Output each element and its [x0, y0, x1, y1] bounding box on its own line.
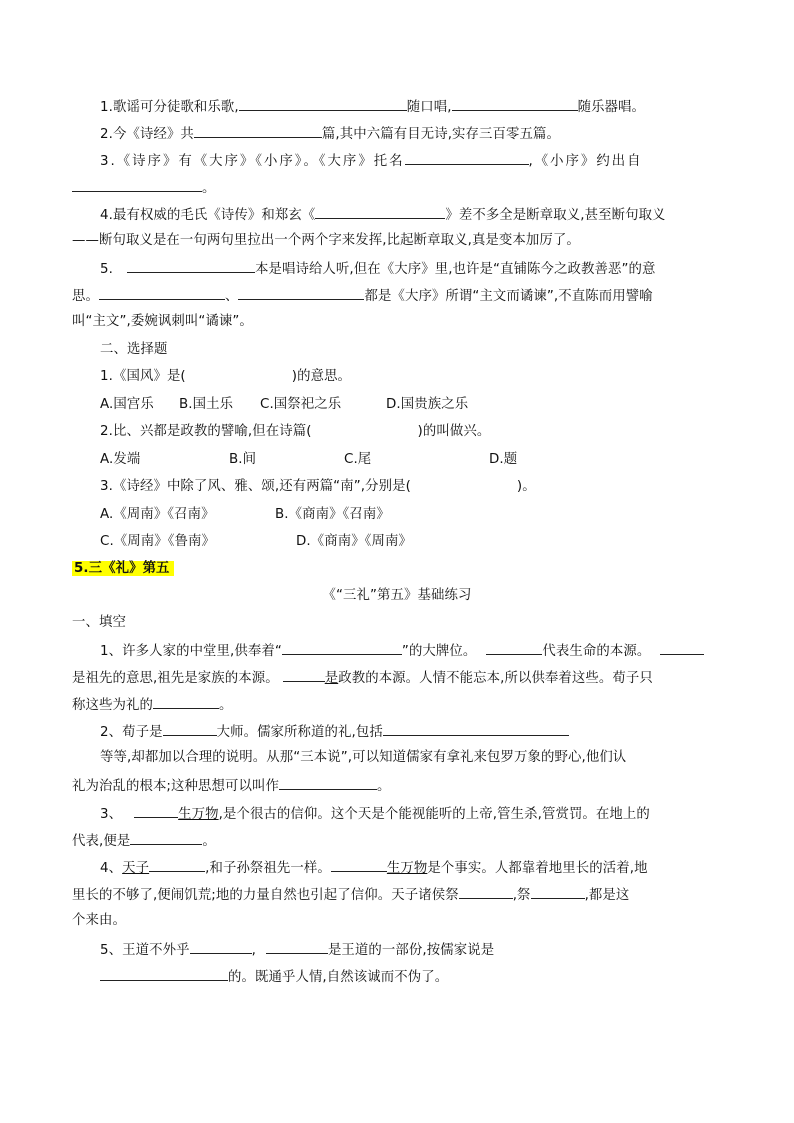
text: 的。既通乎人情,自然该诚而不伪了。: [228, 970, 449, 985]
text: 5、王道不外乎: [100, 943, 190, 958]
question-1-4-cont: [72, 232, 580, 250]
s5-question-5: [100, 940, 494, 960]
text: 大师。儒家所称道的礼,包括: [216, 725, 383, 740]
choice-question-2: [100, 423, 490, 441]
text: 》差不多全是断章取义,甚至断句取义: [445, 208, 666, 223]
answer-blank[interactable]: [99, 286, 225, 300]
answer-blank[interactable]: [153, 695, 219, 709]
text: ,和子孙祭祖先一样。: [205, 861, 331, 876]
answer-blank[interactable]: [149, 858, 205, 872]
text: 。: [218, 698, 233, 713]
answer-blank[interactable]: [134, 804, 178, 818]
choice-question-1: [100, 368, 351, 386]
exercise-subtitle: 《“三礼”第五》基础练习: [322, 588, 472, 603]
text: 是: [324, 671, 339, 686]
text: 1.《国风》是(: [100, 369, 186, 384]
text: 3、: [100, 807, 123, 822]
text: ,都是这: [584, 888, 630, 903]
s5-question-3: [100, 804, 650, 824]
s5-question-2: [100, 722, 569, 742]
text: 个来由。: [72, 913, 126, 928]
answer-blank[interactable]: [486, 641, 542, 655]
option-a[interactable]: A.国宫乐: [100, 397, 154, 412]
highlighted-heading: 5.三《礼》第五: [72, 561, 174, 576]
text: 是个事实。人都靠着地里长的活着,地: [427, 861, 648, 876]
answer-blank[interactable]: [405, 151, 529, 165]
option-b[interactable]: B.间: [229, 452, 257, 467]
option-b[interactable]: B.《商南》《召南》: [275, 507, 390, 522]
answer-blank[interactable]: [100, 967, 228, 981]
question-1-5-cont2: [72, 313, 253, 331]
text: )的叫做兴。: [417, 424, 491, 439]
option-c[interactable]: C.《周南》《鲁南》: [100, 534, 216, 549]
s5-question-1-cont: [72, 668, 653, 688]
option-a[interactable]: A.《周南》《召南》: [100, 507, 215, 522]
text: 是祖先的意思,祖先是家族的本源。: [72, 671, 279, 686]
question-1-5-cont: [72, 286, 653, 306]
text: 3.《诗经》中除了风、雅、颂,还有两篇“南”,分别是(: [100, 479, 411, 494]
text: 政教的本源。人情不能忘本,所以供奉着这些。荀子只: [338, 671, 653, 686]
question-1-3: [100, 151, 643, 171]
option-d[interactable]: D.国贵族之乐: [386, 397, 469, 412]
s5-question-3-cont: [72, 831, 216, 851]
text: 称这些为礼的: [72, 698, 153, 713]
text: 。: [202, 834, 216, 849]
text: 1、许多人家的中堂里,供奉着“: [100, 644, 282, 659]
option-d[interactable]: D.《商南》《周南》: [296, 534, 412, 549]
text: 2、荀子是: [100, 725, 163, 740]
text: 5.: [100, 262, 113, 277]
text: 礼为治乱的根本;这种思想可以叫作: [72, 779, 279, 794]
text: 2.今《诗经》共: [100, 127, 194, 142]
answer-blank[interactable]: [72, 178, 202, 192]
answer-blank[interactable]: [452, 97, 578, 111]
text: 思。: [72, 289, 99, 304]
text: 篇,其中六篇有目无诗,实存三百零五篇。: [321, 127, 560, 142]
s5-question-2-cont2: [72, 776, 390, 796]
text: 4.最有权威的毛氏《诗传》和郑玄《: [100, 208, 316, 223]
question-1-3-cont: [72, 178, 216, 198]
answer-blank[interactable]: [194, 124, 322, 138]
answer-blank[interactable]: [163, 722, 217, 736]
text: ——断句取义是在一句两句里拉出一个两个字来发挥,比起断章取义,真是变本加厉了。: [72, 233, 580, 248]
text: 都是《大序》所谓“主文而谲谏”,不直陈而用譬喻: [364, 289, 653, 304]
text: 里长的不够了,便闹饥荒;地的力量自然也引起了信仰。天子诸侯祭: [72, 888, 459, 903]
answer-blank[interactable]: [266, 940, 328, 954]
section-heading: [72, 560, 174, 578]
text: 生万物: [178, 807, 219, 822]
text: ,是个很古的信仰。这个天是个能视能听的上帝,管生杀,管赏罚。在地上的: [218, 807, 650, 822]
option-c[interactable]: C.国祭祀之乐: [260, 397, 342, 412]
s5-question-1: [100, 641, 704, 661]
text: )的意思。: [291, 369, 352, 384]
text: 、: [224, 289, 239, 304]
option-d[interactable]: D.题: [489, 452, 518, 467]
text: ,《小序》约出自: [528, 154, 643, 169]
text: ”的大牌位。: [401, 644, 477, 659]
text: 随乐器唱。: [577, 100, 646, 115]
text: 随口唱,: [406, 100, 452, 115]
answer-blank[interactable]: [283, 668, 325, 682]
answer-blank[interactable]: [282, 641, 402, 655]
s5-question-4: [100, 858, 648, 878]
s5-question-2-cont: [100, 749, 626, 767]
text: 叫“主文”,委婉讽刺叫“谲谏”。: [72, 314, 253, 329]
text: 2.比、兴都是政教的譬喻,但在诗篇(: [100, 424, 312, 439]
question-1-5: [100, 259, 656, 279]
text: 代表,便是: [72, 834, 131, 849]
answer-blank[interactable]: [315, 205, 445, 219]
answer-blank[interactable]: [238, 286, 364, 300]
text: )。: [516, 479, 536, 494]
option-c[interactable]: C.尾: [344, 452, 372, 467]
text: 。: [202, 181, 216, 196]
text: 是王道的一部份,按儒家说是: [327, 943, 495, 958]
text: 4、: [100, 861, 123, 876]
answer-blank[interactable]: [660, 641, 704, 655]
s5-question-4-cont: [72, 885, 629, 905]
answer-blank[interactable]: [279, 776, 377, 790]
answer-blank[interactable]: [383, 722, 569, 736]
question-1-4: [100, 205, 666, 225]
s5-question-5-cont: [100, 967, 448, 987]
answer-blank[interactable]: [331, 858, 387, 872]
text: ,: [251, 943, 256, 958]
answer-blank[interactable]: [531, 885, 585, 899]
text: 3.《诗序》有《大序》《小序》。《大序》托名: [100, 154, 405, 169]
question-1-2: [100, 124, 560, 144]
text: ,祭: [512, 888, 531, 903]
answer-blank[interactable]: [127, 259, 255, 273]
answer-blank[interactable]: [190, 940, 252, 954]
answer-blank[interactable]: [130, 831, 202, 845]
choice-question-3: [100, 478, 536, 496]
choice-section-heading: 二、选择题: [100, 342, 168, 357]
answer-blank[interactable]: [239, 97, 407, 111]
text: 等等,却都加以合理的说明。从那“三本说”,可以知道儒家有拿礼来包罗万象的野心,他们认: [100, 750, 627, 765]
fill-heading: 一、填空: [72, 615, 126, 630]
option-b[interactable]: B.国土乐: [179, 397, 234, 412]
answer-blank[interactable]: [459, 885, 513, 899]
s5-question-4-cont2: [72, 912, 126, 930]
question-1-1: [100, 97, 645, 117]
text: 1.歌谣可分徒歌和乐歌,: [100, 100, 239, 115]
text: 本是唱诗给人听,但在《大序》里,也许是“直铺陈今之政教善恶”的意: [254, 262, 656, 277]
text: 天子: [122, 861, 150, 876]
option-a[interactable]: A.发端: [100, 452, 141, 467]
text: 生万物: [386, 861, 428, 876]
s5-question-1-cont2: [72, 695, 232, 715]
text: 代表生命的本源。: [542, 644, 651, 659]
text: 。: [376, 779, 391, 794]
